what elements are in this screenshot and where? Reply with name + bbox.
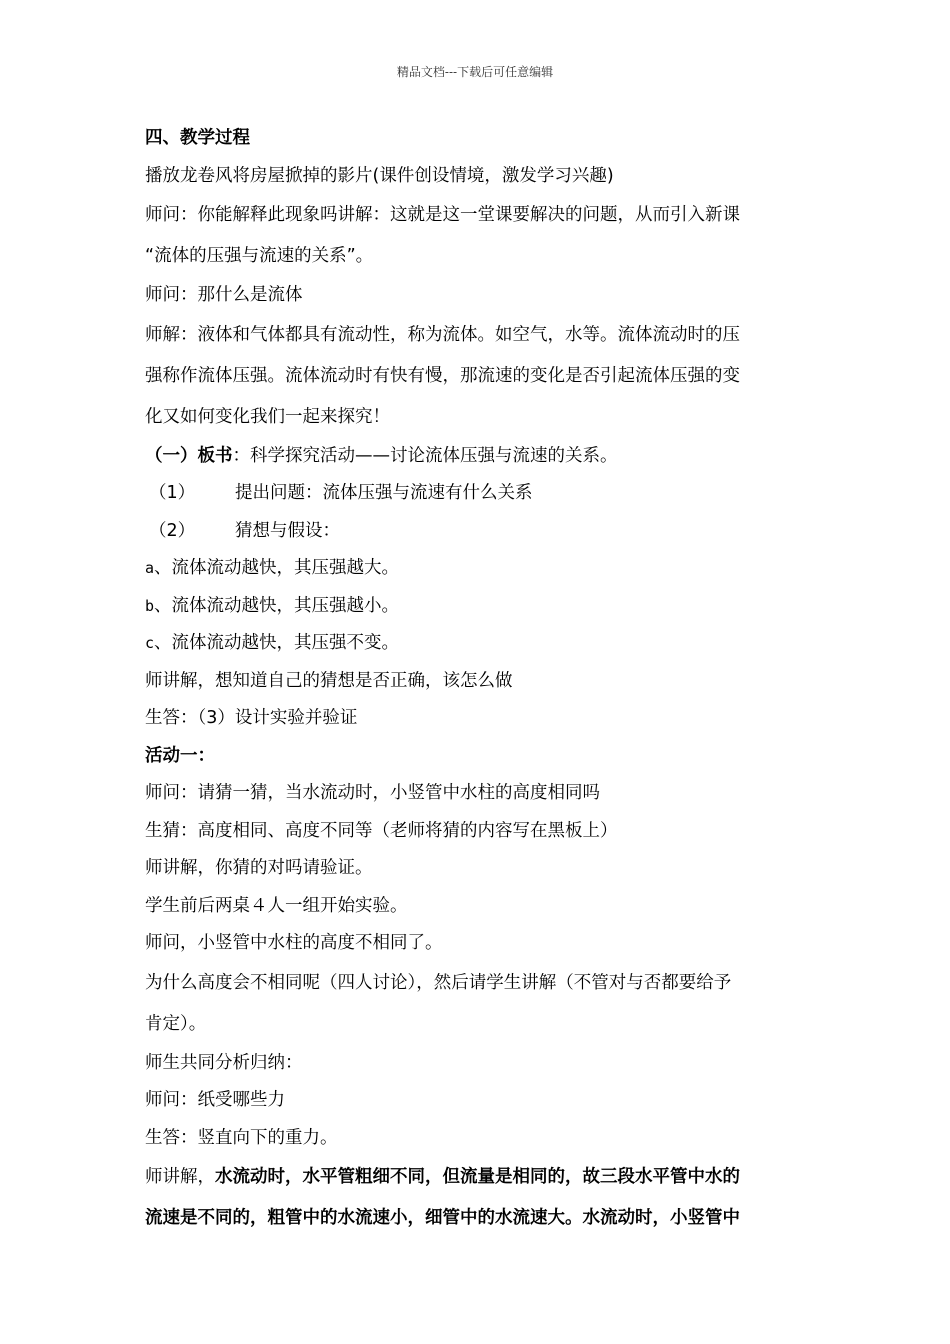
paragraph-group-experiment: 学生前后两桌４人一组开始实验。: [145, 895, 408, 916]
conclusion-bold-1: 水流动时，水平管粗细不同，但流量是相同的，故三段水平管中水的: [215, 1167, 740, 1187]
board-label: （一）板书: [145, 445, 233, 466]
guess-b: [145, 588, 805, 626]
header-watermark: 精品文档---下载后可任意编辑: [396, 65, 554, 79]
paragraph-summary: 师生共同分析归纳：: [145, 1052, 303, 1073]
guess-b-text: 、流体流动越快，其压强越小。: [154, 595, 400, 616]
paragraph-discussion-1: 为什么高度会不相同呢（四人讨论），然后请学生讲解（不管对与否都要给予: [145, 972, 732, 993]
guess-a: [145, 550, 805, 588]
document-body: [145, 120, 805, 1239]
paragraph-teacher-explain: 师讲解，想知道自己的猜想是否正确，该怎么做: [145, 670, 513, 691]
paragraph-topic: “流体的压强与流速的关系”。: [145, 246, 374, 266]
paragraph-height-differs: 师问，小竖管中水柱的高度不相同了。: [145, 933, 443, 953]
paragraph-explain-2: 强称作流体压强。流体流动时有快有慢，那流速的变化是否引起流体压强的变: [145, 365, 740, 386]
paragraph-student-answer: 生答：（3）设计实验并验证: [145, 708, 358, 728]
section-title: 四、教学过程: [145, 128, 250, 148]
guess-a-text: 、流体流动越快，其压强越大。: [154, 558, 400, 578]
paragraph-conclusion-2: 流速是不同的，粗管中的水流速小，细管中的水流速大。水流动时，小竖管中: [145, 1208, 740, 1228]
paragraph-intro: 播放龙卷风将房屋掀掉的影片(课件创设情境，激发学习兴趣): [145, 165, 614, 186]
paragraph-explain-3: 化又如何变化我们一起来探究！: [145, 406, 390, 427]
board-text: ：科学探究活动——讨论流体压强与流速的关系。: [232, 445, 618, 466]
guess-b-letter: b: [145, 596, 155, 615]
step-2: [145, 513, 805, 551]
guess-a-letter: a: [145, 559, 155, 577]
step-1-number: （1）: [149, 483, 196, 503]
paragraph-question: 师问：你能解释此现象吗讲解：这就是这一堂课要解决的问题，从而引入新课: [145, 205, 740, 225]
step-2-number: （2）: [149, 520, 196, 541]
paragraph-gravity-answer: 生答：竖直向下的重力。: [145, 1127, 338, 1148]
board-line: [145, 438, 805, 476]
conclusion-lead: 师讲解，: [145, 1167, 215, 1187]
step-1: [145, 475, 805, 513]
paragraph-explain-1: 师解：液体和气体都具有流动性，称为流体。如空气，水等。流体流动时的压: [145, 324, 740, 345]
guess-c-letter: c: [145, 634, 155, 652]
activity-1-title: 活动一：: [145, 745, 215, 766]
guess-c-text: 、流体流动越快，其压强不变。: [154, 633, 400, 653]
step-2-text: 猜想与假设：: [235, 520, 340, 541]
paragraph-discussion-2: 肯定）。: [145, 1013, 207, 1034]
paragraph-guess-question: 师问：请猜一猜，当水流动时，小竖管中水柱的高度相同吗: [145, 783, 600, 803]
step-1-text: 提出问题：流体压强与流速有什么关系: [235, 483, 533, 503]
paragraph-forces-question: 师问：纸受哪些力: [145, 1090, 285, 1110]
paragraph-what-is-fluid: 师问：那什么是流体: [145, 285, 303, 305]
guess-c: [145, 625, 805, 663]
paragraph-conclusion-1: [145, 1157, 805, 1198]
paragraph-verify: 师讲解，你猜的对吗请验证。: [145, 858, 373, 878]
paragraph-student-guess: 生猜：高度相同、高度不同等（老师将猜的内容写在黑板上）: [145, 820, 618, 841]
